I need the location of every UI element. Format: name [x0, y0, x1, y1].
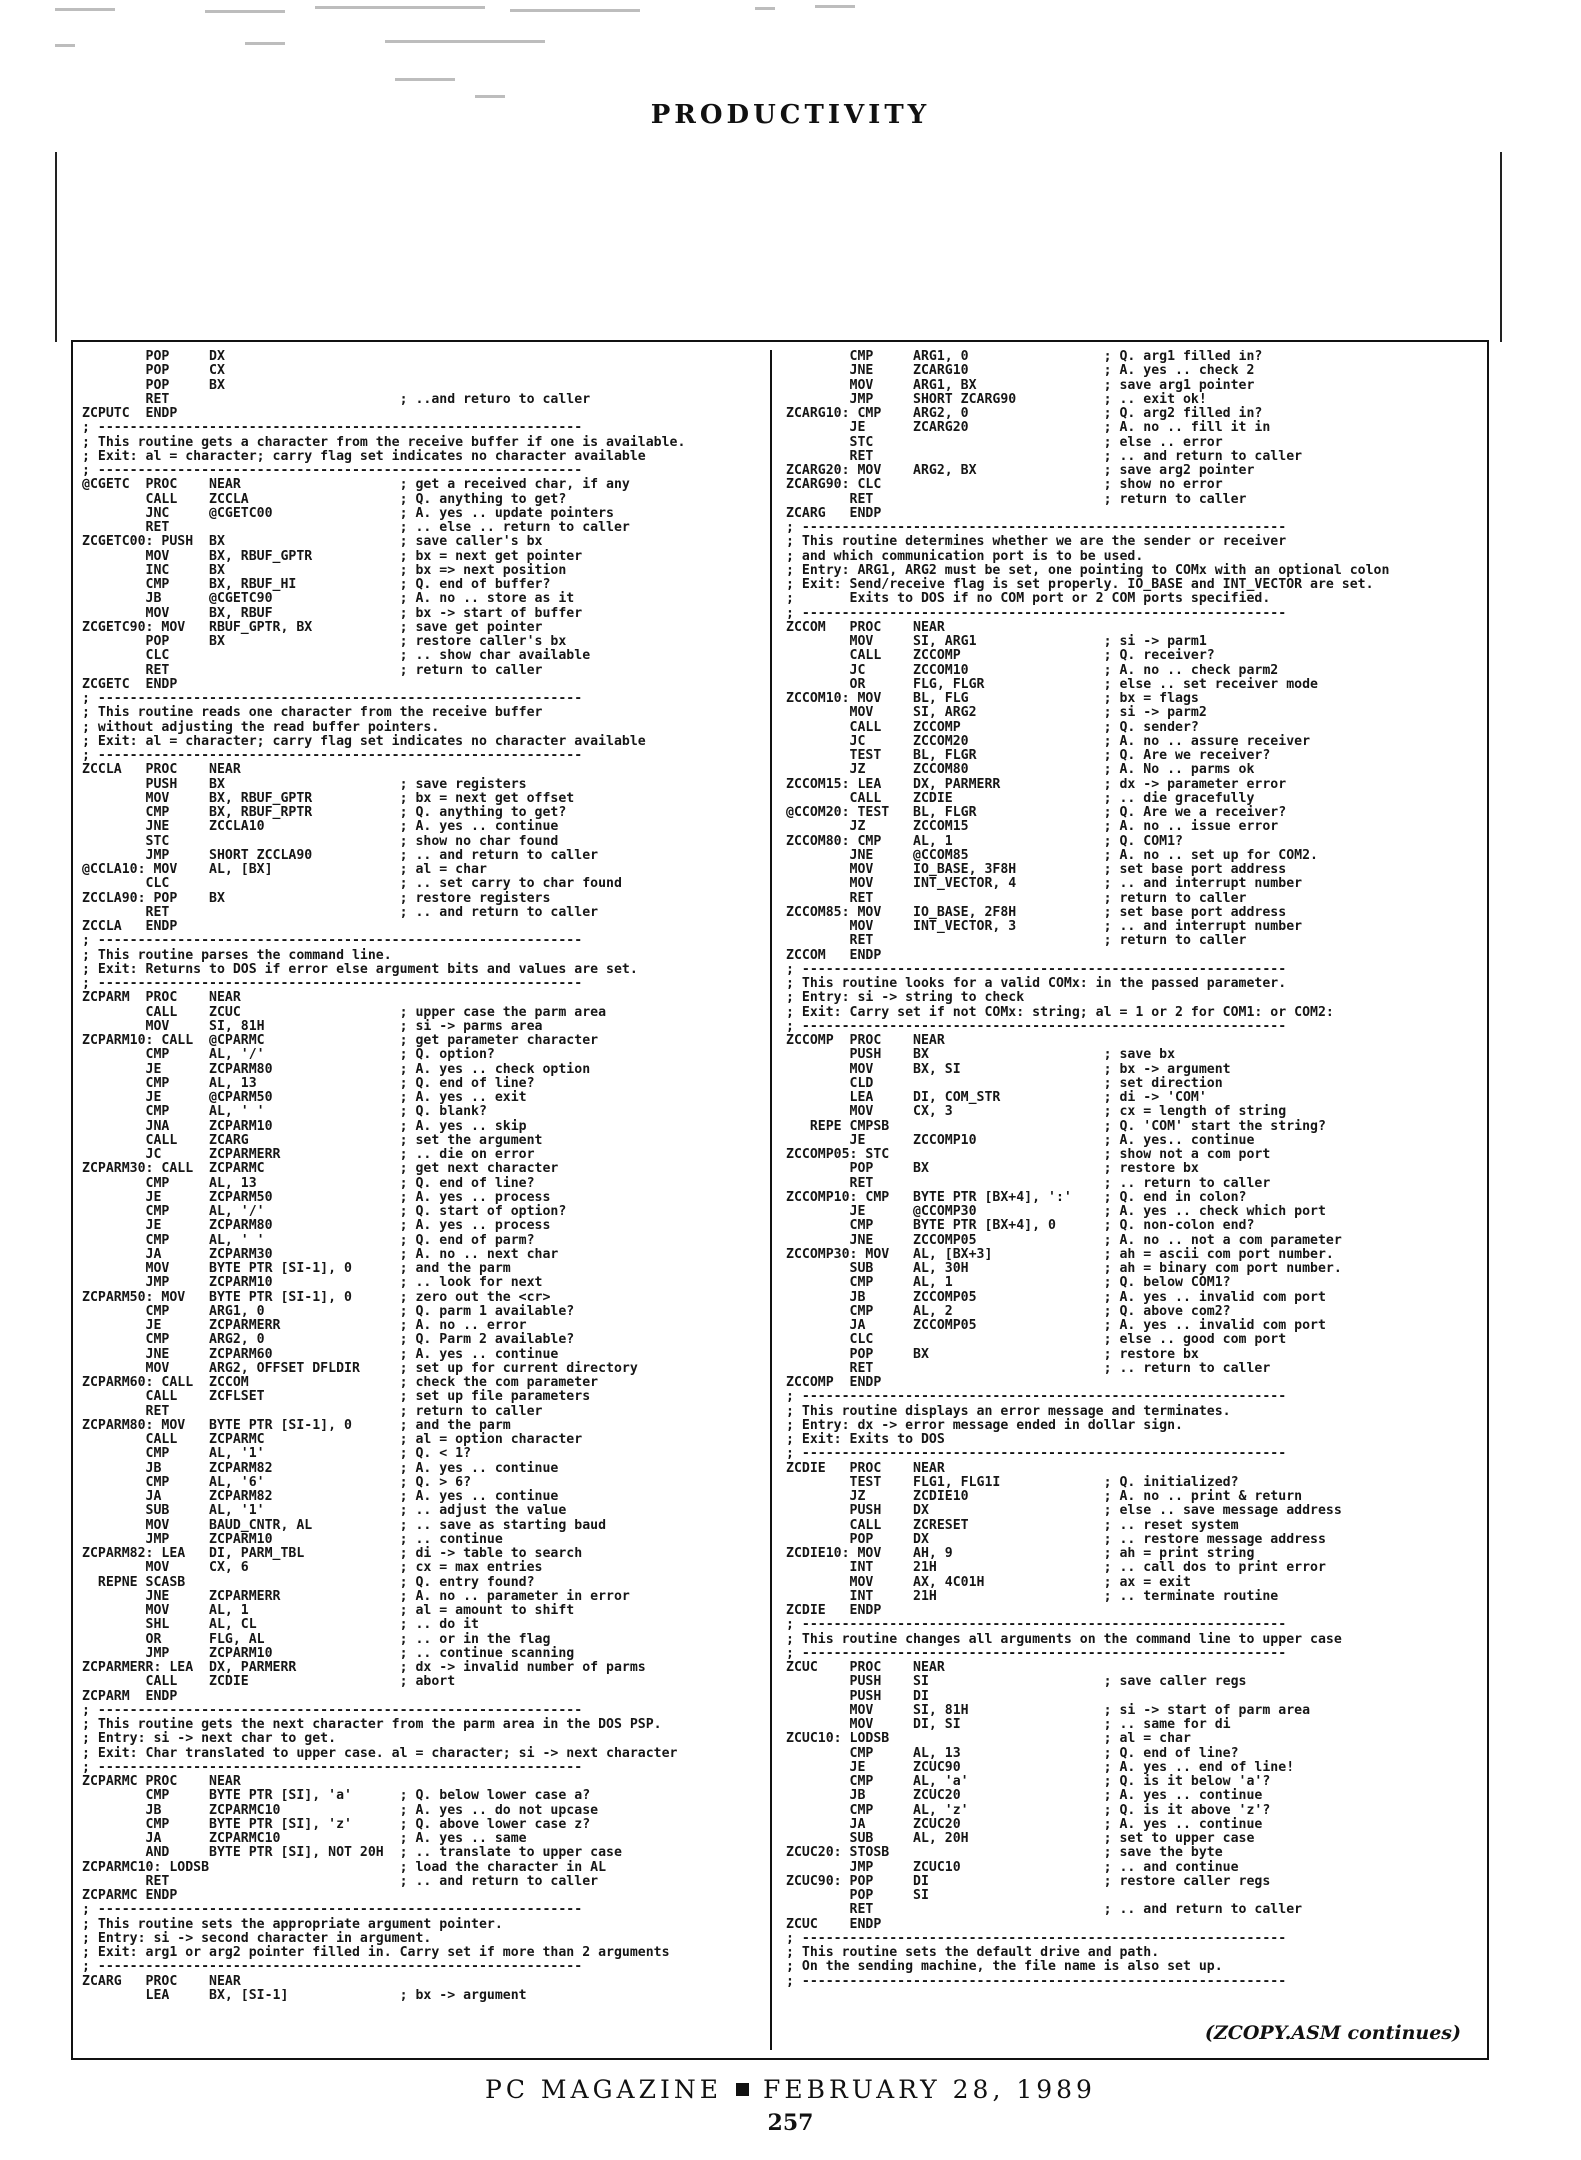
code-line: TEST FLG1, FLG1I ; Q. initialized?: [786, 1474, 1239, 1490]
code-line: JE ZCCOMP10 ; A. yes.. continue: [786, 1132, 1255, 1148]
code-line: RET ; .. and return to caller: [786, 1902, 1303, 1918]
code-line: ; Exit: arg1 or arg2 pointer filled in. Carry set if more than 2 arguments: [82, 1945, 670, 1960]
code-line: ; Entry: ARG1, ARG2 must be set, one pointing to COMx with an optional colon: [786, 562, 1390, 578]
code-line: PUSH BX ; save bx: [786, 1047, 1176, 1063]
code-line: ; without adjusting the read buffer pointers.: [82, 719, 440, 735]
code-line: ZCARG ENDP: [786, 505, 882, 521]
code-line: MOV SI, ARG1 ; si -> parm1: [786, 634, 1207, 649]
code-line: ; -------------------------------------------------------------: [786, 1617, 1287, 1633]
code-line: RET ; return to caller: [786, 933, 1247, 949]
column-divider: [770, 350, 772, 2050]
code-line: JE ZCPARM80 ; A. yes .. check option: [82, 1061, 591, 1077]
code-line: POP BX ; restore caller's bx: [82, 634, 567, 649]
code-line: ZCPARM60: CALL ZCCOM ; check the com parameter: [82, 1375, 599, 1390]
code-line: MOV BAUD_CNTR, AL ; .. save as starting baud: [82, 1517, 607, 1533]
code-line: JE ZCUC90 ; A. yes .. end of line!: [786, 1759, 1295, 1775]
code-line: MOV BX, SI ; bx -> argument: [786, 1061, 1231, 1077]
frame-rule-left: [55, 152, 57, 342]
code-line: JB ZCCOMP05 ; A. yes .. invalid com port: [786, 1289, 1326, 1305]
code-line: OR FLG, FLGR ; else .. set receiver mode: [786, 676, 1318, 692]
code-line: CMP AL, '/' ; Q. start of option?: [82, 1204, 567, 1219]
code-line: CALL ZCUC ; upper case the parm area: [82, 1004, 607, 1020]
code-line: MOV IO_BASE, 3F8H ; set base port address: [786, 862, 1287, 877]
code-line: JC ZCPARMERR ; .. die on error: [82, 1147, 535, 1162]
code-line: ; This routine determines whether we are the sender or receiver: [786, 534, 1287, 550]
code-line: TEST BL, FLGR ; Q. Are we receiver?: [786, 748, 1271, 763]
page-footer: [0, 2075, 1581, 2104]
code-column-left: [82, 350, 767, 2050]
code-line: ; -------------------------------------------------------------: [82, 463, 583, 478]
code-listing-box: [71, 340, 1489, 2060]
code-line: SHL AL, CL ; .. do it: [82, 1617, 479, 1633]
code-line: JMP ZCPARM10 ; .. continue scanning: [82, 1645, 575, 1661]
code-line: CALL ZCCOMP ; Q. receiver?: [786, 648, 1215, 664]
code-line: ZCUC PROC NEAR: [786, 1660, 945, 1675]
code-line: POP BX ; restore bx: [786, 1161, 1199, 1177]
code-line: JNE ZCCOMP05 ; A. no .. not a com parameter: [786, 1232, 1342, 1248]
code-line: ZCCOM10: MOV BL, FLG ; bx = flags: [786, 691, 1199, 706]
code-line: JE ZCPARM50 ; A. yes .. process: [82, 1189, 551, 1205]
code-line: ; -------------------------------------------------------------: [786, 1446, 1287, 1462]
code-line: ZCPARMC PROC NEAR: [82, 1774, 241, 1789]
code-line: LEA DI, COM_STR ; di -> 'COM': [786, 1090, 1207, 1105]
code-line: ; This routine gets the next character from the parm area in the DOS PSP.: [82, 1717, 662, 1732]
code-line: JZ ZCCOM15 ; A. no .. issue error: [786, 819, 1279, 835]
code-line: INT 21H ; .. terminate routine: [786, 1588, 1279, 1604]
code-text-left: [82, 350, 767, 2003]
code-line: RET ; return to caller: [786, 890, 1247, 906]
code-line: MOV AL, 1 ; al = amount to shift: [82, 1603, 575, 1618]
code-line: CALL ZCRESET ; .. reset system: [786, 1517, 1239, 1533]
code-line: ZCARG20: MOV ARG2, BX ; save arg2 pointer: [786, 463, 1255, 478]
code-line: CMP AL, 1 ; Q. below COM1?: [786, 1275, 1231, 1291]
code-line: ZCPARMERR: LEA DX, PARMERR ; dx -> invalid number of parms: [82, 1660, 646, 1675]
code-line: JMP ZCPARM10 ; .. continue: [82, 1531, 503, 1547]
code-line: CMP AL, '1' ; Q. < 1?: [82, 1446, 472, 1462]
code-line: ZCCOM ENDP: [786, 947, 882, 963]
code-line: ZCARG PROC NEAR: [82, 1973, 241, 1989]
code-line: ; -------------------------------------------------------------: [82, 748, 583, 763]
code-line: RET ; .. return to caller: [786, 1175, 1271, 1191]
code-line: ZCCLA90: POP BX ; restore registers: [82, 890, 551, 906]
code-line: JE @CCOMP30 ; A. yes .. check which port: [786, 1204, 1326, 1219]
code-line: ; -------------------------------------------------------------: [82, 976, 583, 991]
code-line: ; -------------------------------------------------------------: [82, 1759, 583, 1775]
code-line: ZCPARM10: CALL @CPARMC ; get parameter character: [82, 1033, 599, 1048]
code-line: CALL ZCDIE ; abort: [82, 1674, 456, 1690]
code-line: SUB AL, 20H ; set to upper case: [786, 1831, 1255, 1846]
code-line: ZCDIE PROC NEAR: [786, 1460, 945, 1476]
code-line: RET ; return to caller: [82, 1403, 543, 1419]
code-line: ; Entry: dx -> error message ended in dollar sign.: [786, 1417, 1183, 1433]
code-line: JNE ZCARG10 ; A. yes .. check 2: [786, 363, 1255, 379]
code-line: ZCCOM PROC NEAR: [786, 619, 945, 635]
code-line: CMP BYTE PTR [SI], 'z' ; Q. above lower case z?: [82, 1816, 591, 1832]
code-line: JC ZCCOM10 ; A. no .. check parm2: [786, 662, 1279, 678]
code-line: CMP ARG1, 0 ; Q. parm 1 available?: [82, 1303, 575, 1319]
code-line: JMP ZCPARM10 ; .. look for next: [82, 1275, 543, 1291]
code-line: RET ; .. return to caller: [786, 1360, 1271, 1376]
code-line: ZCPARMC ENDP: [82, 1888, 178, 1903]
code-line: MOV ARG2, OFFSET DFLDIR ; set up for current directory: [82, 1360, 638, 1376]
code-line: @CCOM20: TEST BL, FLGR ; Q. Are we a receiver?: [786, 805, 1287, 820]
code-line: CLC ; .. show char available: [82, 648, 591, 664]
code-line: ; -------------------------------------------------------------: [82, 933, 583, 949]
code-line: CMP AL, 13 ; Q. end of line?: [82, 1175, 535, 1191]
code-line: JZ ZCDIE10 ; A. no .. print & return: [786, 1489, 1303, 1504]
code-line: MOV SI, 81H ; si -> start of parm area: [786, 1702, 1311, 1718]
code-line: ; -------------------------------------------------------------: [786, 1930, 1287, 1946]
code-line: JMP SHORT ZCARG90 ; .. exit ok!: [786, 391, 1207, 407]
code-line: ZCARG90: CLC ; show no error: [786, 477, 1223, 493]
code-line: CALL ZCFLSET ; set up file parameters: [82, 1389, 591, 1405]
code-line: CLC ; .. set carry to char found: [82, 876, 622, 892]
code-line: ; This routine changes all arguments on the command line to upper case: [786, 1631, 1342, 1647]
code-line: ; and which communication port is to be used.: [786, 548, 1144, 564]
code-line: JNE @CCOM85 ; A. no .. set up for COM2.: [786, 847, 1318, 863]
code-line: JNC @CGETC00 ; A. yes .. update pointers: [82, 505, 614, 521]
code-line: MOV INT_VECTOR, 3 ; .. and interrupt number: [786, 919, 1303, 934]
code-line: CALL ZCDIE ; .. die gracefully: [786, 790, 1255, 806]
code-column-right: [786, 350, 1471, 2050]
code-line: ; Exit: Returns to DOS if error else argument bits and values are set.: [82, 961, 638, 977]
code-line: JMP SHORT ZCCLA90 ; .. and return to caller: [82, 847, 599, 863]
code-line: CMP ARG2, 0 ; Q. Parm 2 available?: [82, 1332, 575, 1348]
code-line: ZCCOMP10: CMP BYTE PTR [BX+4], ':' ; Q. end in colon?: [786, 1189, 1247, 1205]
code-line: RET ; return to caller: [786, 491, 1247, 507]
code-line: ZCUC ENDP: [786, 1916, 882, 1932]
code-line: RET ; .. else .. return to caller: [82, 520, 630, 535]
scan-artifact: [55, 0, 875, 105]
code-line: MOV ARG1, BX ; save arg1 pointer: [786, 377, 1255, 393]
code-line: REPE CMPSB ; Q. 'COM' start the string?: [786, 1118, 1326, 1134]
code-line: ZCCOMP30: MOV AL, [BX+3] ; ah = ascii com port number.: [786, 1246, 1334, 1262]
code-line: REPNE SCASB ; Q. entry found?: [82, 1574, 535, 1590]
code-line: ZCARG10: CMP ARG2, 0 ; Q. arg2 filled in?: [786, 406, 1263, 421]
code-line: POP CX: [82, 363, 225, 379]
code-line: CMP AL, '/' ; Q. option?: [82, 1047, 495, 1063]
code-line: ZCCOM85: MOV IO_BASE, 2F8H ; set base port address: [786, 904, 1287, 920]
code-line: CMP AL, ' ' ; Q. blank?: [82, 1104, 487, 1120]
code-line: ; -------------------------------------------------------------: [786, 1645, 1287, 1661]
code-line: JB ZCPARM82 ; A. yes .. continue: [82, 1460, 559, 1476]
code-line: CLD ; set direction: [786, 1075, 1223, 1091]
code-line: ZCCLA PROC NEAR: [82, 762, 241, 778]
code-line: ; Exit: Carry set if not COMx: string; al = 1 or 2 for COM1: or COM2:: [786, 1004, 1334, 1020]
code-text-right: [786, 350, 1471, 1989]
code-line: INT 21H ; .. call dos to print error: [786, 1560, 1326, 1576]
code-line: MOV AX, 4C01H ; ax = exit: [786, 1574, 1191, 1590]
code-line: AND BYTE PTR [SI], NOT 20H ; .. translate to upper case: [82, 1845, 622, 1861]
code-line: JNE ZCPARM60 ; A. yes .. continue: [82, 1346, 559, 1362]
code-line: @CCLA10: MOV AL, [BX] ; al = char: [82, 862, 487, 877]
code-line: ZCUC90: POP DI ; restore caller regs: [786, 1873, 1271, 1889]
code-line: CMP BX, RBUF_HI ; Q. end of buffer?: [82, 577, 551, 592]
code-line: ZCCOMP05: STC ; show not a com port: [786, 1147, 1271, 1162]
code-line: LEA BX, [SI-1] ; bx -> argument: [82, 1987, 527, 2003]
code-line: ; Entry: si -> second character in argument.: [82, 1930, 432, 1946]
code-line: CMP AL, 2 ; Q. above com2?: [786, 1303, 1231, 1319]
code-line: JA ZCUC20 ; A. yes .. continue: [786, 1816, 1263, 1832]
code-line: JB ZCUC20 ; A. yes .. continue: [786, 1788, 1263, 1804]
code-line: CMP AL, '6' ; Q. > 6?: [82, 1474, 472, 1490]
code-line: ; -------------------------------------------------------------: [786, 1973, 1287, 1989]
code-line: ; This routine sets the appropriate argument pointer.: [82, 1916, 503, 1932]
code-line: CMP BYTE PTR [SI], 'a' ; Q. below lower case a?: [82, 1788, 591, 1804]
code-line: POP DX: [82, 350, 225, 364]
code-line: CMP ARG1, 0 ; Q. arg1 filled in?: [786, 350, 1263, 364]
code-line: RET ; .. and return to caller: [82, 904, 599, 920]
code-line: JE ZCPARMERR ; A. no .. error: [82, 1318, 527, 1333]
code-line: ZCCOM80: CMP AL, 1 ; Q. COM1?: [786, 833, 1183, 849]
code-line: @CGETC PROC NEAR ; get a received char, if any: [82, 477, 630, 493]
code-line: JE @CPARM50 ; A. yes .. exit: [82, 1090, 527, 1105]
code-line: JMP ZCUC10 ; .. and continue: [786, 1859, 1239, 1875]
code-line: ZCUC10: LODSB ; al = char: [786, 1731, 1191, 1747]
magazine-name: PC MAGAZINE: [485, 2075, 722, 2104]
code-line: JB ZCPARMC10 ; A. yes .. do not upcase: [82, 1802, 599, 1818]
code-line: RET ; ..and returo to caller: [82, 391, 591, 407]
code-line: ; Exit: Exits to DOS: [786, 1432, 945, 1447]
code-line: SUB AL, '1' ; .. adjust the value: [82, 1503, 567, 1519]
code-line: JNE ZCPARMERR ; A. no .. parameter in error: [82, 1588, 630, 1604]
code-line: RET ; return to caller: [82, 662, 543, 678]
code-line: ZCGETC ENDP: [82, 676, 178, 692]
code-line: MOV CX, 3 ; cx = length of string: [786, 1104, 1287, 1120]
code-line: JE ZCPARM80 ; A. yes .. process: [82, 1218, 551, 1234]
code-line: ; This routine parses the command line.: [82, 947, 392, 963]
code-line: JA ZCPARM82 ; A. yes .. continue: [82, 1489, 559, 1504]
code-line: ZCPARMC10: LODSB ; load the character in AL: [82, 1859, 607, 1875]
code-line: PUSH DX ; else .. save message address: [786, 1503, 1342, 1519]
code-line: STC ; show no char found: [82, 833, 559, 849]
code-line: RET ; .. and return to caller: [82, 1873, 599, 1889]
code-line: JE ZCARG20 ; A. no .. fill it in: [786, 420, 1271, 436]
section-header: PRODUCTIVITY: [650, 100, 931, 130]
code-line: MOV BX, RBUF ; bx -> start of buffer: [82, 605, 583, 621]
code-line: CALL ZCCOMP ; Q. sender?: [786, 719, 1199, 735]
code-line: CALL ZCPARMC ; al = option character: [82, 1432, 583, 1447]
code-line: JA ZCPARMC10 ; A. yes .. same: [82, 1831, 527, 1846]
code-line: POP DX ; .. restore message address: [786, 1531, 1326, 1547]
continuation-note: (ZCOPY.ASM continues): [1204, 2022, 1461, 2044]
code-line: JA ZCCOMP05 ; A. yes .. invalid com port: [786, 1318, 1326, 1333]
code-line: PUSH BX ; save registers: [82, 776, 527, 792]
code-line: ; Exit: al = character; carry flag set indicates no character available: [82, 448, 646, 464]
code-line: ZCPARM30: CALL ZCPARMC ; get next character: [82, 1161, 559, 1177]
code-line: STC ; else .. error: [786, 434, 1223, 450]
code-line: POP BX ; restore bx: [786, 1346, 1199, 1362]
code-line: ZCPUTC ENDP: [82, 406, 178, 421]
code-line: SUB AL, 30H ; ah = binary com port number.: [786, 1261, 1342, 1276]
code-line: ZCPARM ENDP: [82, 1688, 178, 1704]
code-line: MOV SI, ARG2 ; si -> parm2: [786, 705, 1207, 721]
code-line: ZCDIE10: MOV AH, 9 ; ah = print string: [786, 1546, 1255, 1561]
code-line: ZCPARM50: MOV BYTE PTR [SI-1], 0 ; zero out the <cr>: [82, 1289, 551, 1305]
code-line: MOV SI, 81H ; si -> parms area: [82, 1018, 543, 1034]
code-line: POP BX: [82, 377, 225, 393]
code-line: ZCGETC00: PUSH BX ; save caller's bx: [82, 534, 543, 550]
issue-date: FEBRUARY 28, 1989: [762, 2075, 1096, 2104]
code-line: CMP AL, ' ' ; Q. end of parm?: [82, 1232, 535, 1248]
code-line: ; Exit: Char translated to upper case. al = character; si -> next character: [82, 1745, 678, 1761]
code-line: MOV BX, RBUF_GPTR ; bx = next get pointer: [82, 548, 583, 564]
code-line: ZCPARM PROC NEAR: [82, 990, 241, 1006]
code-line: ; -------------------------------------------------------------: [82, 1959, 583, 1975]
code-line: MOV INT_VECTOR, 4 ; .. and interrupt number: [786, 876, 1303, 892]
code-line: ZCCOMP ENDP: [786, 1375, 882, 1390]
code-line: ; Entry: si -> next char to get.: [82, 1731, 337, 1747]
code-line: INC BX ; bx => next position: [82, 562, 567, 578]
code-line: ; Entry: si -> string to check: [786, 990, 1025, 1006]
code-line: ; Exits to DOS if no COM port or 2 COM ports specified.: [786, 591, 1271, 607]
code-line: JA ZCPARM30 ; A. no .. next char: [82, 1246, 559, 1262]
code-line: ; -------------------------------------------------------------: [786, 1389, 1287, 1405]
code-line: JC ZCCOM20 ; A. no .. assure receiver: [786, 733, 1311, 749]
code-line: ; -------------------------------------------------------------: [786, 961, 1287, 977]
code-line: ZCPARM82: LEA DI, PARM_TBL ; di -> table to search: [82, 1546, 583, 1561]
code-line: ; This routine reads one character from the receive buffer: [82, 705, 543, 721]
code-line: JB @CGETC90 ; A. no .. store as it: [82, 591, 575, 607]
page-number: 257: [767, 2110, 814, 2136]
code-line: MOV BYTE PTR [SI-1], 0 ; and the parm: [82, 1261, 511, 1276]
code-line: PUSH SI ; save caller regs: [786, 1674, 1247, 1690]
frame-rule-right: [1500, 152, 1502, 342]
code-line: ; -------------------------------------------------------------: [82, 691, 583, 706]
square-bullet-icon: [736, 2083, 749, 2096]
code-line: CLC ; else .. good com port: [786, 1332, 1287, 1348]
code-line: MOV BX, RBUF_GPTR ; bx = next get offset: [82, 790, 575, 806]
code-line: ZCCOMP PROC NEAR: [786, 1033, 945, 1048]
code-line: ZCUC20: STOSB ; save the byte: [786, 1845, 1223, 1861]
code-line: CMP AL, 'z' ; Q. is it above 'z'?: [786, 1802, 1271, 1818]
code-line: CMP AL, 'a' ; Q. is it below 'a'?: [786, 1774, 1271, 1789]
code-line: ZCCOM15: LEA DX, PARMERR ; dx -> parameter error: [786, 776, 1287, 792]
code-line: PUSH DI: [786, 1688, 929, 1704]
code-line: ; -------------------------------------------------------------: [82, 420, 583, 436]
code-line: ZCDIE ENDP: [786, 1603, 882, 1618]
code-line: MOV CX, 6 ; cx = max entries: [82, 1560, 543, 1576]
code-line: ; Exit: al = character; carry flag set indicates no character available: [82, 733, 646, 749]
code-line: ; -------------------------------------------------------------: [786, 520, 1287, 535]
code-line: ; This routine looks for a valid COMx: in the passed parameter.: [786, 976, 1287, 991]
code-line: OR FLG, AL ; .. or in the flag: [82, 1631, 551, 1647]
code-line: ; This routine displays an error message and terminates.: [786, 1403, 1231, 1419]
code-line: ZCGETC90: MOV RBUF_GPTR, BX ; save get pointer: [82, 619, 543, 635]
code-line: POP SI: [786, 1888, 929, 1903]
code-line: JNE ZCCLA10 ; A. yes .. continue: [82, 819, 559, 835]
code-line: ; On the sending machine, the file name is also set up.: [786, 1959, 1223, 1975]
code-line: RET ; .. and return to caller: [786, 448, 1303, 464]
code-line: ZCCLA ENDP: [82, 919, 178, 934]
code-line: CMP AL, 13 ; Q. end of line?: [786, 1745, 1239, 1761]
code-line: ZCPARM80: MOV BYTE PTR [SI-1], 0 ; and the parm: [82, 1417, 511, 1433]
code-line: CALL ZCCLA ; Q. anything to get?: [82, 491, 567, 507]
code-line: CALL ZCARG ; set the argument: [82, 1132, 543, 1148]
code-line: CMP BX, RBUF_RPTR ; Q. anything to get?: [82, 805, 567, 820]
code-line: JZ ZCCOM80 ; A. No .. parms ok: [786, 762, 1255, 778]
code-line: ; -------------------------------------------------------------: [82, 1902, 583, 1918]
code-line: CMP BYTE PTR [BX+4], 0 ; Q. non-colon end?: [786, 1218, 1255, 1234]
code-line: MOV DI, SI ; .. same for di: [786, 1717, 1231, 1732]
code-line: ; This routine sets the default drive and path.: [786, 1945, 1160, 1960]
code-line: JNA ZCPARM10 ; A. yes .. skip: [82, 1118, 527, 1134]
code-line: ; Exit: Send/receive flag is set properly. IO_BASE and INT_VECTOR are set.: [786, 577, 1374, 592]
code-line: ; This routine gets a character from the receive buffer if one is available.: [82, 434, 686, 450]
code-line: ; -------------------------------------------------------------: [786, 1018, 1287, 1034]
code-line: ; -------------------------------------------------------------: [82, 1702, 583, 1718]
code-line: ; -------------------------------------------------------------: [786, 605, 1287, 621]
code-line: CMP AL, 13 ; Q. end of line?: [82, 1075, 535, 1091]
